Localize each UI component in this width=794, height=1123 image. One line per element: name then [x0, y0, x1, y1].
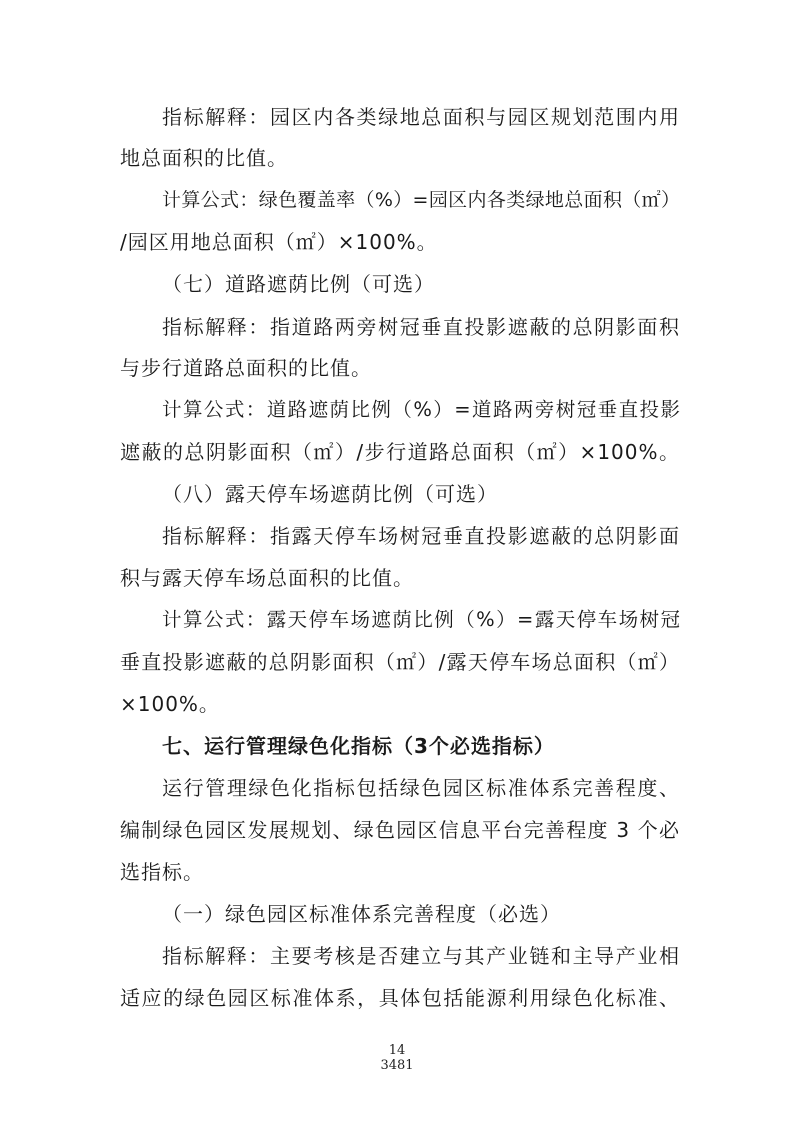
paragraph-line: 运行管理绿色化指标包括绿色园区标准体系完善程度、 [162, 776, 680, 800]
paragraph-line: 指标解释：指露天停车场树冠垂直投影遮蔽的总阴影面 [162, 524, 680, 548]
paragraph-line: 指标解释：园区内各类绿地总面积与园区规划范围内用 [162, 105, 680, 129]
paragraph-line: 计算公式：露天停车场遮荫比例（%）=露天停车场树冠 [162, 608, 680, 631]
paragraph-line: 指标解释：主要考核是否建立与其产业链和主导产业相 [162, 944, 680, 968]
paragraph-line: 指标解释：指道路两旁树冠垂直投影遮蔽的总阴影面积 [162, 315, 680, 339]
paragraph-line: ×100%。 [120, 692, 220, 716]
paragraph-line: 选指标。 [120, 860, 204, 884]
paragraph-line: 与步行道路总面积的比值。 [120, 356, 372, 380]
section-heading: （八）露天停车场遮荫比例（可选） [162, 482, 498, 506]
document-number: 3481 [380, 1058, 414, 1073]
paragraph-line: 地总面积的比值。 [120, 146, 288, 170]
paragraph-line: 计算公式：道路遮荫比例（%）=道路两旁树冠垂直投影 [162, 398, 680, 421]
chapter-heading: 七、运行管理绿色化指标（3个必选指标） [162, 734, 555, 758]
paragraph-line: 积与露天停车场总面积的比值。 [120, 566, 414, 590]
section-heading: （一）绿色园区标准体系完善程度（必选） [162, 902, 561, 926]
paragraph-line: /园区用地总面积（㎡）×100%。 [120, 230, 438, 254]
paragraph-line: 垂直投影遮蔽的总阴影面积（㎡）/露天停车场总面积（㎡） [120, 650, 680, 674]
paragraph-line: 计算公式：绿色覆盖率（%）=园区内各类绿地总面积（㎡） [162, 189, 680, 211]
page-number: 14 [388, 1043, 406, 1058]
paragraph-line: 遮蔽的总阴影面积（㎡）/步行道路总面积（㎡）×100%。 [120, 440, 680, 464]
paragraph-line: 适应的绿色园区标准体系，具体包括能源利用绿色化标准、 [120, 986, 680, 1010]
paragraph-line: 编制绿色园区发展规划、绿色园区信息平台完善程度 3 个必 [120, 818, 680, 842]
section-heading: （七）道路遮荫比例（可选） [162, 272, 435, 296]
